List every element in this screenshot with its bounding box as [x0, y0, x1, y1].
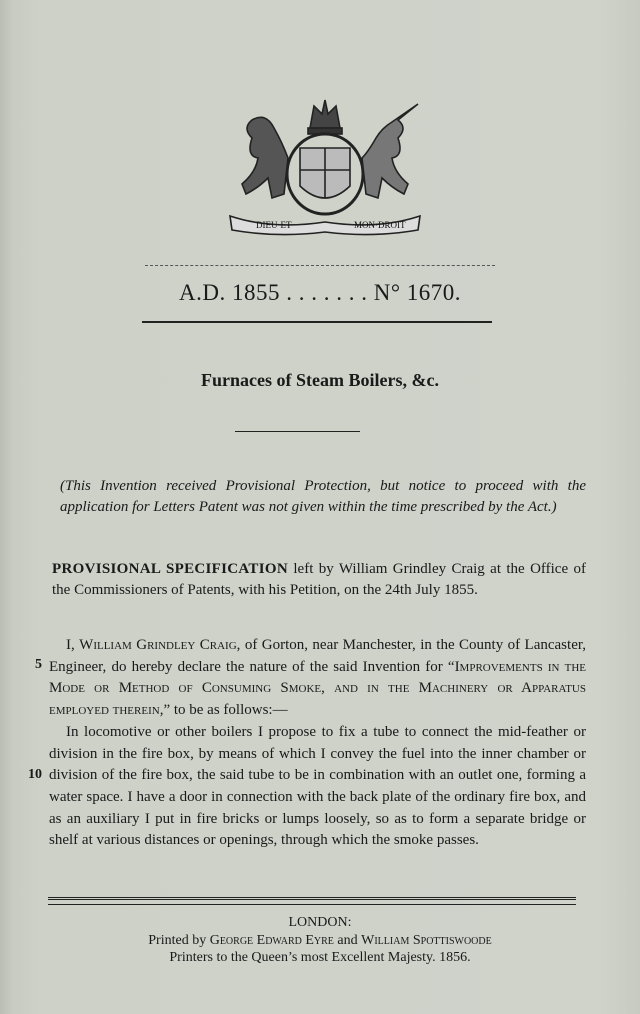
line-number: 10	[28, 767, 42, 782]
footer-printer	[0, 932, 640, 966]
header-divider	[142, 321, 492, 323]
protection-notice: (This Invention received Provisional Protection, but notice to proceed with the application for Letters Patent was not given within the time prescribed by the Act.)	[60, 478, 586, 515]
para1-rest: , of Gorton, near Manchester, in the County of Lancaster, Engineer, do hereby declare the nature of the said Invention for “	[49, 637, 586, 675]
royal-coat-of-arms	[222, 98, 428, 236]
invention-title: Improvements in the Mode or Method of Consuming Smoke, and in the Machinery or Apparatus employed therein	[49, 658, 586, 719]
printer-two: William Spottiswoode	[361, 933, 492, 948]
patent-number-line	[0, 280, 640, 306]
motto-left: DIEU·ET	[256, 220, 292, 230]
patent-number: N° 1670.	[373, 280, 462, 305]
provisional-heading: PROVISIONAL SPECIFICATION	[52, 561, 288, 577]
provisional-specification	[52, 559, 586, 601]
paragraph-description: In locomotive or other boilers I propose to fix a tube to connect the mid-feather or division in the fire box, by means of which I convey the fuel into the inner chamber or division of the fire box, the said tube to be in combination with an outlet one, forming a water space. I have a door in connection with the back plate of the ordinary fire box, and as an auxiliary I put in fire bricks or lumps loosely, so as to form a separate bridge or shelf at various distances or openings, through which the smoke passes.	[49, 723, 586, 849]
motto-right: MON·DROIT	[354, 220, 406, 230]
inventor-name: William Grindley Craig	[79, 637, 237, 653]
footer-divider	[48, 897, 576, 905]
patent-title: Furnaces of Steam Boilers, &c.	[201, 370, 439, 390]
line-number: 5	[35, 657, 42, 672]
provisional-text: left by William Grindley Craig at the Office of the Commissioners of Patents, with his Petition, on the 24th July 1855.	[52, 561, 586, 598]
specification-body	[49, 635, 586, 852]
printed-by: Printed by	[148, 933, 207, 948]
title-divider	[235, 431, 360, 432]
para1-start: I,	[66, 637, 75, 653]
top-divider	[145, 265, 495, 266]
printer-one: George Edward Eyre	[209, 933, 334, 948]
paragraph-declaration	[49, 635, 586, 722]
printer-and: and	[337, 933, 358, 948]
para1-end: ,” to be as follows:—	[159, 702, 288, 719]
footer-city: LONDON:	[288, 915, 352, 930]
patent-year: A.D. 1855	[178, 280, 280, 305]
printer-line2: Printers to the Queen’s most Excellent Majesty. 1856.	[169, 950, 471, 965]
patent-leader: . . . . . . .	[286, 280, 368, 305]
